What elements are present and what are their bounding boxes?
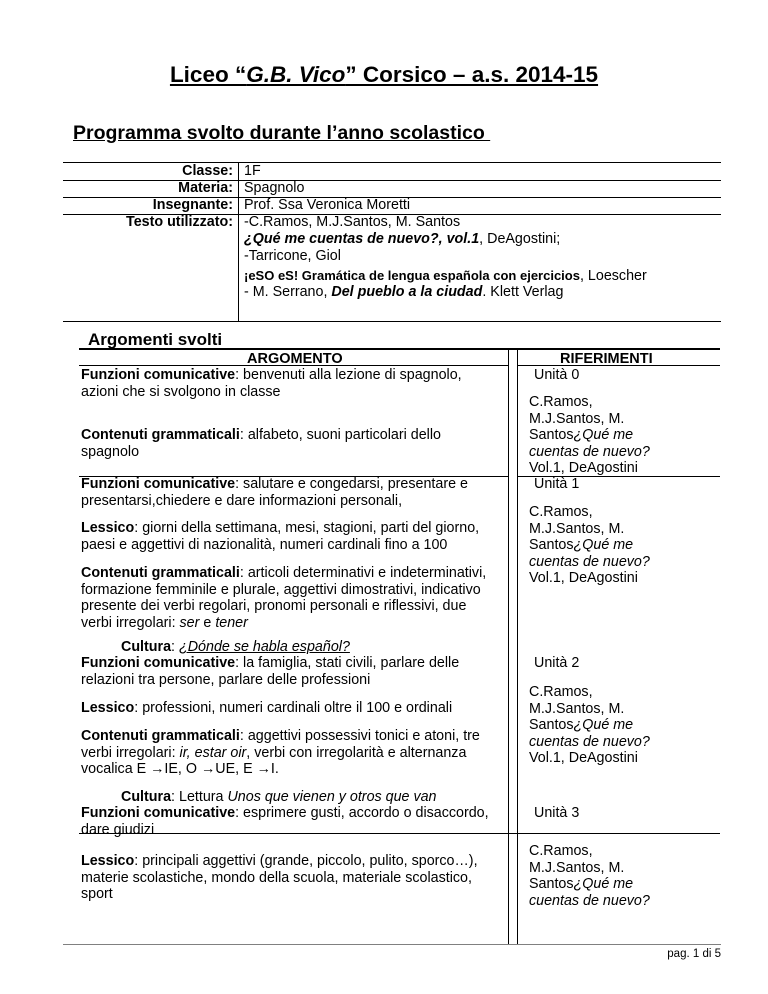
args-heading: Argomenti svolti: [88, 330, 223, 349]
lessico-label: Lessico: [81, 520, 135, 536]
info-table: [63, 162, 721, 322]
book-title-1: ¿Qué me cuentas de nuevo?, vol.1: [244, 231, 480, 247]
unit2-grammatica: [81, 728, 501, 778]
args-table: [79, 348, 720, 838]
funzioni-text: : benvenuti alla lezione di spagnolo, azioni che si svolgono in classe: [81, 367, 462, 400]
unit2-funzioni: [81, 655, 501, 688]
unit3-lessico: [81, 853, 505, 903]
insegnante-value: Prof. Ssa Veronica Moretti: [244, 197, 411, 213]
unit0-funzioni: [81, 367, 501, 400]
ref-title: ¿Qué me: [573, 717, 634, 733]
unit1-ref-book: [529, 504, 719, 587]
grammatica-label: Contenuti grammaticali: [81, 427, 240, 443]
book-title-3: Del pueblo a la ciudad: [331, 284, 483, 300]
ref-title: cuentas de nuevo?: [529, 733, 650, 750]
ref-authors-title: [529, 537, 719, 554]
grammatica-text: : alfabeto, suoni particolari dello spagnolo: [81, 427, 441, 460]
ref-title: ¿Qué me: [573, 537, 634, 553]
unit0-ref: Unità 0: [534, 367, 580, 383]
testo-line-5: [244, 284, 563, 301]
title-post: ” Corsico – a.s. 2014-15: [345, 62, 599, 87]
cultura-label: Cultura: [121, 789, 172, 805]
classe-label: Classe:: [182, 163, 233, 179]
ref-authors: C.Ramos,: [529, 843, 593, 859]
funzioni-label: Funzioni comunicative: [81, 367, 236, 383]
unit1-cultura: [121, 639, 541, 656]
grammatica-text: : articoli determinativi e indeterminativi, formazione femminile e plurale, aggettivi dimostrativi, indicativo presente dei verbi regolari, pronomi personali e riflessivi, due verbi irregolari:: [81, 565, 487, 631]
funzioni-text: : salutare e congedarsi, presentare e presentarsi,chiedere e dare informazioni personali,: [81, 476, 468, 509]
unit2-lessico: [81, 700, 501, 717]
ref-authors: M.J.Santos, M.: [529, 859, 625, 876]
ref-authors: C.Ramos,: [529, 394, 593, 410]
unit2-ref-book: [529, 684, 719, 767]
lessico-label: Lessico: [81, 700, 135, 716]
verb-ser: ser: [179, 614, 200, 631]
cultura-colon: :: [171, 639, 179, 655]
args-col-divider: [517, 350, 518, 833]
unit0-ref-book: [529, 394, 719, 477]
funzioni-label: Funzioni comunicative: [81, 655, 236, 671]
ref-authors: C.Ramos,: [529, 504, 593, 520]
unit2-cultura: [121, 789, 541, 806]
funzioni-label: Funzioni comunicative: [81, 476, 236, 492]
ref-authors: M.J.Santos, M.: [529, 700, 625, 717]
ref-title: ¿Qué me: [573, 427, 634, 443]
ref-volume: Vol.1, DeAgostini: [529, 460, 638, 476]
ref-authors: C.Ramos,: [529, 684, 593, 700]
irregular-verbs: ir, estar oir: [179, 744, 247, 761]
ref-title: cuentas de nuevo?: [529, 443, 650, 460]
ref-title: ¿Qué me: [573, 876, 634, 892]
book-author-3: - M. Serrano,: [244, 284, 332, 300]
funzioni-text: : esprimere gusti, accordo o disaccordo, dare giudizi: [81, 805, 489, 838]
insegnante-label: Insegnante:: [152, 197, 233, 213]
funzioni-label: Funzioni comunicative: [81, 805, 236, 821]
ref-author: Santos: [529, 876, 574, 892]
unit3-ref-book: [529, 843, 719, 909]
ref-authors-title: [529, 717, 719, 734]
page-number: pag. 1 di 5: [667, 948, 721, 960]
materia-label: Materia:: [178, 180, 233, 196]
page-title: [0, 62, 768, 88]
book-title-2: ¡eSO eS! Gramática de lengua española con ejercicios: [244, 268, 580, 283]
cultura-label: Cultura: [121, 639, 172, 655]
grammatica-text: : aggettivi possessivi tonici e atoni, tre verbi irregolari:: [81, 728, 480, 761]
ref-authors: M.J.Santos, M.: [529, 410, 625, 427]
lessico-label: Lessico: [81, 853, 135, 869]
ref-author: Santos: [529, 717, 574, 733]
testo-line-3: -Tarricone, Giol: [244, 248, 341, 264]
ref-author: Santos: [529, 427, 574, 443]
args-col-divider: [508, 350, 509, 833]
materia-value: Spagnolo: [244, 180, 305, 196]
info-divider: [238, 163, 239, 321]
ref-volume: Vol.1, DeAgostini: [529, 570, 638, 586]
ref-title: cuentas de nuevo?: [529, 892, 650, 909]
unit3-ref: Unità 3: [534, 805, 580, 821]
ref-volume: Vol.1, DeAgostini: [529, 750, 638, 766]
cultura-prefix: : Lettura: [171, 789, 228, 805]
testo-line-4: [244, 267, 647, 285]
book-publisher-2: , Loescher: [579, 268, 647, 284]
testo-line-1: -C.Ramos, M.J.Santos, M. Santos: [244, 214, 461, 230]
grammatica-text: , verbi con irregolarità e alternanza vocalica E →IE, O →UE, E →I.: [81, 744, 467, 777]
cultura-text: ¿Dónde se habla español?: [179, 639, 350, 655]
title-pre: Liceo “: [169, 62, 247, 87]
col-argomento: ARGOMENTO: [247, 351, 343, 367]
page-subtitle: Programma svolto durante l’anno scolastico: [73, 122, 491, 144]
args-col-divider: [508, 831, 509, 944]
classe-value: 1F: [244, 163, 261, 179]
ref-authors: M.J.Santos, M.: [529, 520, 625, 537]
testo-label: Testo utilizzato:: [126, 214, 233, 230]
grammatica-label: Contenuti grammaticali: [81, 728, 240, 744]
lessico-text: : principali aggettivi (grande, piccolo, pulito, sporco…), materie scolastiche, mondo della scuola, materiale scolastico, sport: [81, 853, 478, 902]
col-riferimenti: RIFERIMENTI: [560, 351, 653, 367]
ref-authors-title: [529, 427, 719, 444]
book-publisher-3: . Klett Verlag: [482, 284, 564, 300]
unit2-ref: Unità 2: [534, 655, 580, 671]
funzioni-text: : la famiglia, stati civili, parlare delle relazioni tra persone, parlare delle professioni: [81, 655, 460, 688]
lessico-text: : giorni della settimana, mesi, stagioni, parti del giorno, paesi e aggettivi di nazionalità, numeri cardinali fino a 100: [81, 520, 480, 553]
book-publisher-1: , DeAgostini;: [479, 231, 561, 247]
verb-tener: tener: [215, 614, 248, 631]
cultura-text: Unos que vienen y otros que van: [227, 789, 437, 805]
unit1-lessico: [81, 520, 501, 553]
grammatica-label: Contenuti grammaticali: [81, 565, 240, 581]
unit1-ref: Unità 1: [534, 476, 580, 492]
lessico-text: : professioni, numeri cardinali oltre il 100 e ordinali: [134, 700, 453, 716]
unit1-funzioni: [81, 476, 501, 509]
footer-rule: [63, 944, 721, 945]
args-col-divider: [517, 831, 518, 944]
ref-authors-title: [529, 876, 719, 893]
conjunction: e: [199, 614, 216, 631]
unit3-funzioni: [81, 805, 501, 838]
ref-title: cuentas de nuevo?: [529, 553, 650, 570]
ref-author: Santos: [529, 537, 574, 553]
unit1-grammatica: [81, 565, 501, 631]
unit0-grammatica: [81, 427, 501, 460]
testo-line-2: [244, 231, 560, 248]
title-school-name: G.B. Vico: [246, 62, 346, 87]
